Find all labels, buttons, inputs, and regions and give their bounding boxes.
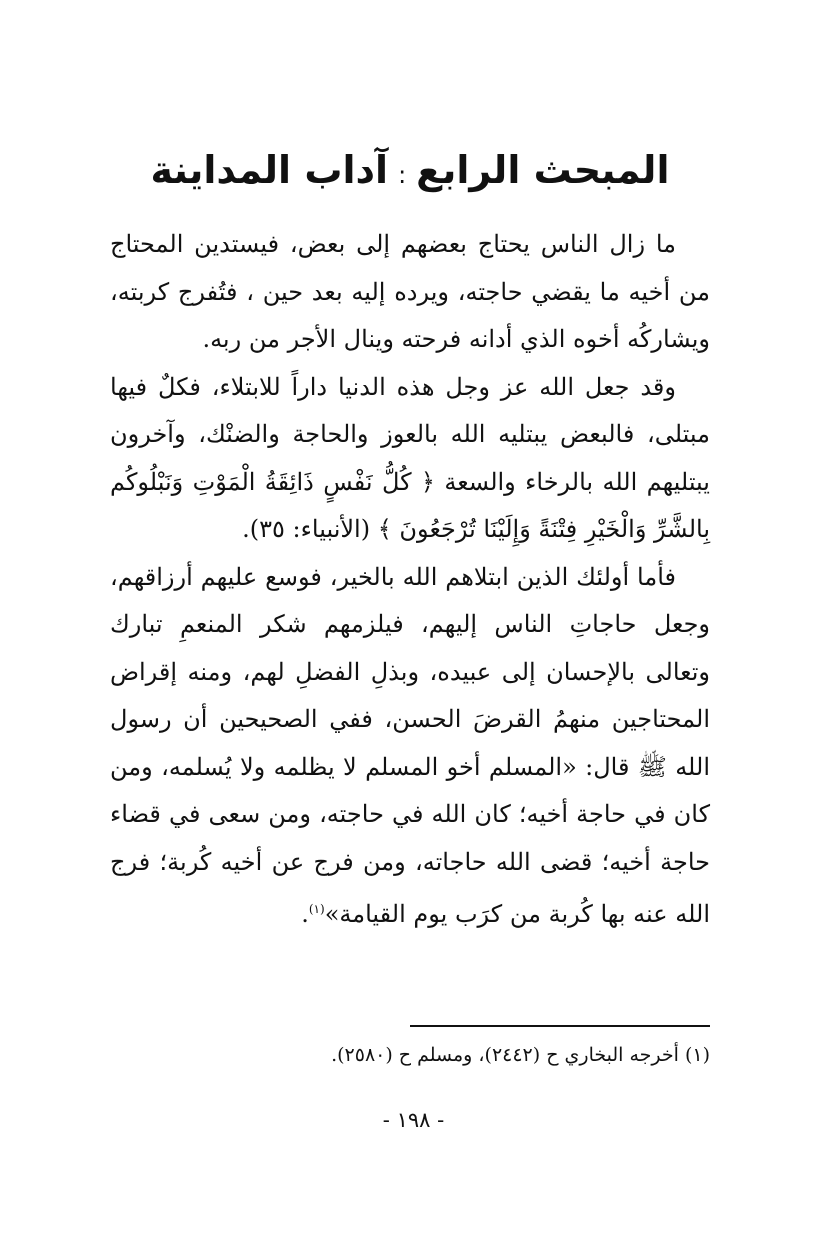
hadith-end-punctuation: . xyxy=(301,900,309,928)
paragraph-2-text: وقد جعل الله عز وجل هذه الدنيا داراً للابتلاء، فكلٌ فيها مبتلى، فالبعض يبتليه الله بالعوز والحاجة والضنْك، وآخرون يبتليهم الله بالرخاء والسعة xyxy=(110,372,710,496)
quran-reference: (الأنبياء: ٣٥). xyxy=(242,515,371,543)
title-part-2: آداب المداينة xyxy=(150,148,389,192)
footnote-divider xyxy=(410,1025,710,1027)
footnote: (١) أخرجه البخاري ح (٢٤٤٢)، ومسلم ح (٢٥٨٠). xyxy=(331,1044,710,1066)
page-content xyxy=(110,140,710,939)
paragraph-3 xyxy=(110,554,710,939)
paragraph-1: ما زال الناس يحتاج بعضهم إلى بعض، فيستدين المحتاج من أخيه ما يقضي حاجته، ويرده إليه بعد حين ، فتُفرج كربته، ويشاركُه أخوه الذي أدانه فرحته وينال الأجر من ربه. xyxy=(110,230,710,353)
paragraph-2 xyxy=(110,364,710,554)
title-part-1: المبحث الرابع xyxy=(416,148,670,192)
page-title xyxy=(110,140,710,205)
quran-verse: ﴿ كُلُّ نَفْسٍ ذَائِقَةُ الْمَوْتِ وَنَبْلُوكُم بِالشَّرِّ وَالْخَيْرِ فِتْنَةً وَإِلَيْنَا تُرْجَعُونَ ﴾ xyxy=(110,467,710,543)
title-separator: : xyxy=(398,161,407,189)
page-number: - ١٩٨ - xyxy=(382,1108,445,1132)
hadith-quote: «المسلم أخو المسلم لا يظلمه ولا يُسلمه، ومن كان في حاجة أخيه؛ كان الله في حاجته، ومن سعى في قضاء حاجة أخيه؛ قضى الله حاجاته، ومن فرج عن أخيه كُربة؛ فرج الله عنه بها كُربة من كرَب يوم القيامة» xyxy=(110,752,710,928)
paragraph-3-text: فأما أولئك الذين ابتلاهم الله بالخير، فوسع عليهم أرزاقهم، وجعل حاجاتِ الناس إليهم، فيلزمهم شكر المنعمِ تبارك وتعالى بالإحسان إلى عبيده، وبذلِ الفضلِ لهم، ومنه إقراض المحتاجين منهمُ القرضَ الحسن، ففي الصحيحين أن رسول الله ﷺ قال: xyxy=(110,562,710,781)
footnote-marker: (١) xyxy=(308,902,325,916)
